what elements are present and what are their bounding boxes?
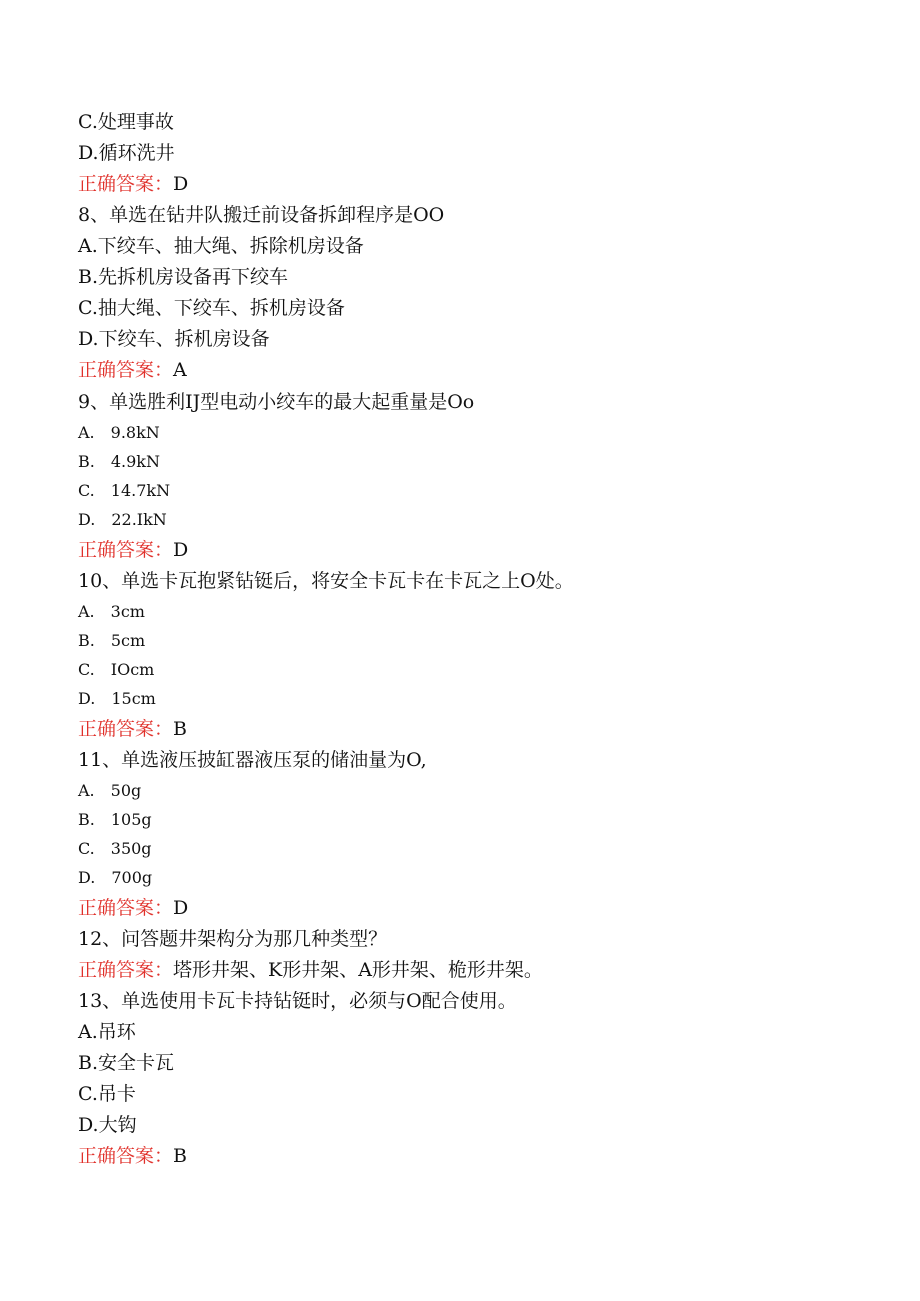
question-12: 12、问答题井架构分为那几种类型？ [78,928,388,950]
option-b: B. 105g [78,810,152,829]
option-d: D.下绞车、拆机房设备 [78,328,270,350]
answer-line [78,961,543,980]
answer-line [78,361,187,380]
option-a: A.下绞车、抽大绳、拆除机房设备 [78,235,364,257]
option-a: A.吊环 [78,1021,136,1043]
answer-value: B [173,1145,187,1167]
answer-value: D [173,897,189,919]
question-11: 11、单选液压披缸器液压泵的储油量为O, [78,749,427,771]
answer-line [78,175,188,194]
answer-label: 正确答案： [78,959,174,981]
option-c: C.处理事故 [78,111,174,133]
option-d: D. 700g [78,868,153,887]
answer-label: 正确答案： [78,359,174,381]
answer-value: A [173,359,187,381]
answer-line [78,899,188,918]
question-13: 13、单选使用卡瓦卡持钻铤时，必须与O配合使用。 [78,990,517,1012]
option-c: C. 350g [78,839,152,858]
answer-line [78,720,187,739]
option-d: D. 15cm [78,689,156,708]
option-c: C. IOcm [78,660,155,679]
option-d: D.大钩 [78,1114,137,1136]
answer-value: D [173,539,189,561]
answer-value: 塔形井架、K形井架、A形井架、桅形井架。 [173,959,543,981]
answer-label: 正确答案： [78,897,174,919]
option-c: C.吊卡 [78,1083,136,1105]
question-8: 8、单选在钻井队搬迁前设备拆卸程序是OO [78,204,445,226]
option-c: C. 14.7kN [78,481,171,500]
answer-value: D [173,173,189,195]
answer-label: 正确答案： [78,539,174,561]
answer-label: 正确答案： [78,718,174,740]
answer-label: 正确答案： [78,1145,174,1167]
answer-value: B [173,718,187,740]
option-b: B. 5cm [78,631,146,650]
option-a: A. 9.8kN [78,423,160,442]
option-a: A. 50g [78,781,142,800]
option-b: B.安全卡瓦 [78,1052,175,1074]
option-d: D.循环洗井 [78,142,175,164]
answer-label: 正确答案： [78,173,174,195]
answer-line [78,541,188,560]
option-b: B.先拆机房设备再下绞车 [78,266,289,288]
question-10: 10、单选卡瓦抱紧钻铤后，将安全卡瓦卡在卡瓦之上O处。 [78,570,574,592]
option-b: B. 4.9kN [78,452,160,471]
option-c: C.抽大绳、下绞车、拆机房设备 [78,297,345,319]
option-d: D. 22.IkN [78,510,167,529]
option-a: A. 3cm [78,602,145,621]
answer-line [78,1147,187,1166]
question-9: 9、单选胜利IJ型电动小绞车的最大起重量是Oo [78,391,475,413]
